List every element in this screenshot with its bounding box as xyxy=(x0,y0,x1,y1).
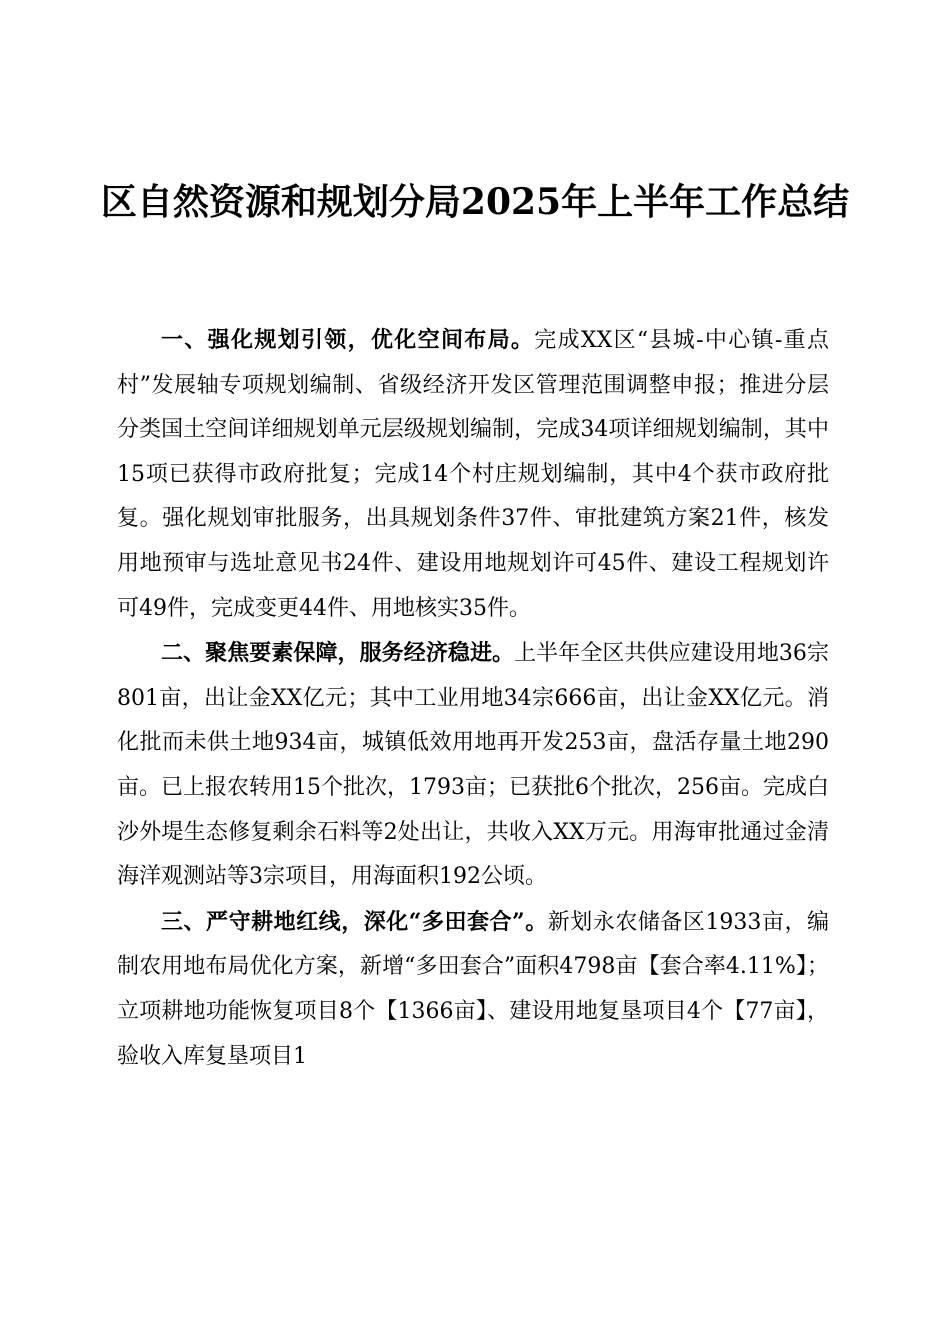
paragraph-farmland xyxy=(117,900,829,1079)
document-title: 区自然资源和规划分局2025年上半年工作总结 xyxy=(100,181,850,223)
paragraph-text: 新划永农储备区1933亩，编制农用地布局优化方案，新增“多田套合”面积4798亩【套合率4.11%】；立项耕地功能恢复项目8个【1366亩】、建设用地复垦项目4个【77亩】，验收入库复垦项目1 xyxy=(117,909,830,1069)
document-body xyxy=(117,318,829,1079)
section-heading: 三、严守耕地红线，深化“多田套合”。 xyxy=(161,908,548,935)
paragraph-planning xyxy=(117,318,829,631)
paragraph-text: 完成XX区“县城-中心镇-重点村”发展轴专项规划编制、省级经济开发区管理范围调整申报；推进分层分类国土空间详细规划单元层级规划编制，完成34项详细规划编制，其中15项已获得市政府批复；完成14个村庄规划编制，其中4个获市政府批复。强化规划审批服务，出具规划条件37件、审批建筑方案21件，核发用地预审与选址意见书24件、建设用地规划许可45件、建设工程规划许可49件，完成变更44件、用地核实35件。 xyxy=(117,328,829,621)
section-heading: 二、聚焦要素保障，服务经济稳进。 xyxy=(161,640,515,667)
section-heading: 一、强化规划引领，优化空间布局。 xyxy=(161,327,535,353)
paragraph-text: 上半年全区共供应建设用地36宗801亩，出让金XX亿元；其中工业用地34宗666亩，出让金XX亿元。消化批而未供土地934亩，城镇低效用地再开发253亩，盘活存量土地290亩。已上报农转用15个批次，1793亩；已获批6个批次，256亩。完成白沙外堤生态修复剩余石料等2处出让，共收入XX万元。用海审批通过金清海洋观测站等3宗项目，用海面积192公顷。 xyxy=(117,641,829,890)
paragraph-land-supply xyxy=(117,631,829,900)
